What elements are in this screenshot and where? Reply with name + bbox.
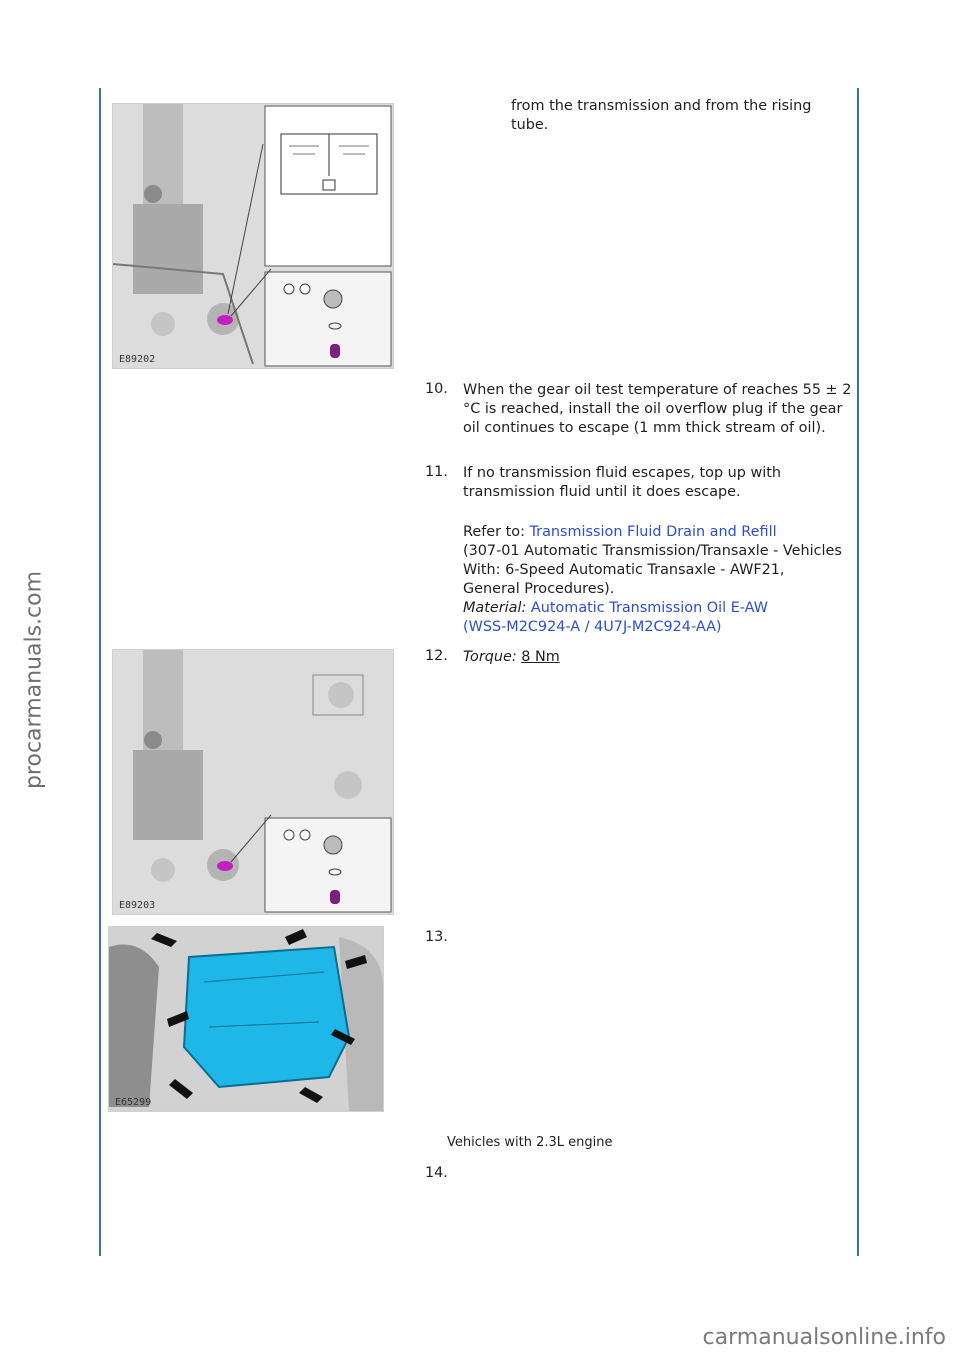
right-margin-rule xyxy=(857,88,859,1256)
figure-undershield xyxy=(108,926,384,1112)
step-number: 13. xyxy=(425,929,448,945)
refer-suffix: (307-01 Automatic Transmission/Transaxle - Vehicles With: 6-Speed Automatic Transaxle - AWF21, General Procedures). xyxy=(463,543,842,597)
step-10-text: When the gear oil test temperature of reaches 55 ± 2 °C is reached, install the oil overflow plug if the gear oil continues to escape (1 mm thick stream of oil). xyxy=(463,382,852,436)
continued-text: from the transmission and from the rising tube. xyxy=(511,98,812,133)
refer-block xyxy=(463,523,843,637)
figure-overflow-plug xyxy=(112,649,394,915)
step-11-text: If no transmission fluid escapes, top up with transmission fluid until it does escape. xyxy=(463,465,782,500)
bottom-watermark: carmanualsonline.info xyxy=(702,1325,946,1350)
torque-value: 8 Nm xyxy=(521,649,560,665)
side-watermark: procarmanuals.com xyxy=(21,570,47,790)
step-number: 11. xyxy=(425,464,448,480)
refer-prefix: Refer to: xyxy=(463,524,530,540)
figure-oil-level-check xyxy=(112,103,394,369)
step-number: 10. xyxy=(425,381,448,397)
vehicle-note: Vehicles with 2.3L engine xyxy=(447,1135,613,1150)
step-number: 14. xyxy=(425,1165,448,1181)
figure-label: E89203 xyxy=(119,900,156,911)
material-spec-link[interactable]: (WSS-M2C924-A / 4U7J-M2C924-AA) xyxy=(463,619,722,635)
figure-label: E89202 xyxy=(119,354,156,365)
torque-label: Torque: xyxy=(463,649,517,665)
material-label: Material: xyxy=(463,600,527,616)
torque-spec xyxy=(463,648,560,667)
material-link[interactable]: Automatic Transmission Oil E-AW xyxy=(530,600,768,616)
step-number: 12. xyxy=(425,648,448,664)
refer-link[interactable]: Transmission Fluid Drain and Refill xyxy=(529,524,777,540)
left-margin-rule xyxy=(99,88,101,1256)
figure-label: E65299 xyxy=(115,1097,152,1108)
